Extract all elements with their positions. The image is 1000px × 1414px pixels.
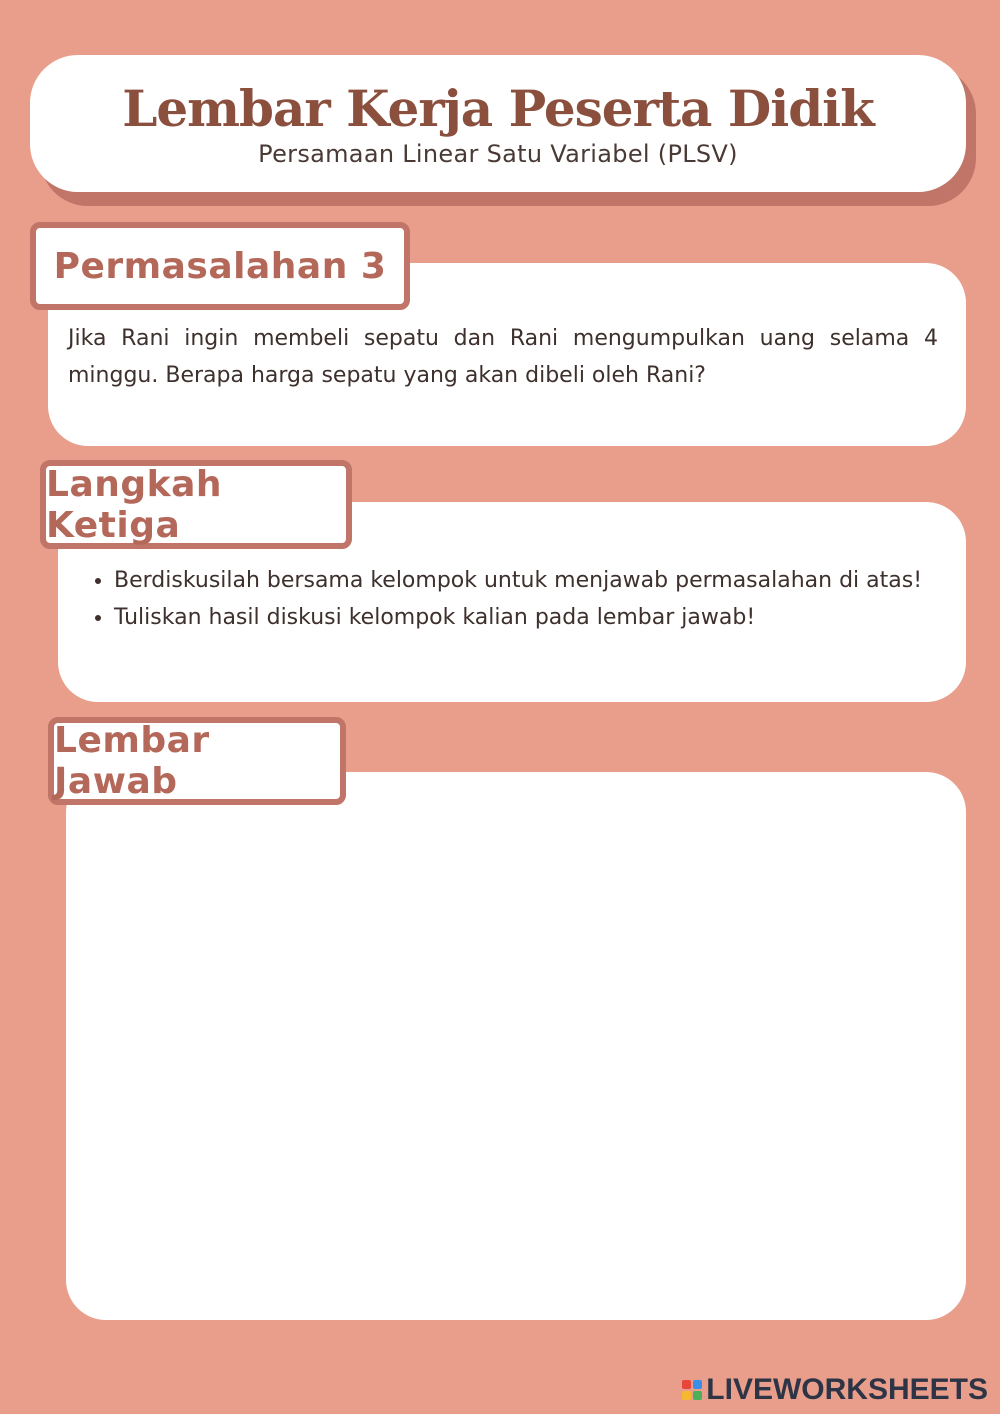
logo-square-icon [682,1391,691,1400]
step-tab-label: Langkah Ketiga [40,460,352,549]
step-list [90,563,962,637]
answer-area[interactable] [66,772,966,1320]
problem-text: Jika Rani ingin membeli sepatu dan Rani mengumpulkan uang selama 4 minggu. Berapa harga sepatu yang akan dibeli oleh Rani? [68,326,938,388]
logo-square-icon [682,1380,691,1389]
list-item: • Tuliskan hasil diskusi kelompok kalian pada lembar jawab! [114,600,962,636]
logo-square-icon [693,1391,702,1400]
watermark [682,1372,988,1408]
problem-tab-label: Permasalahan 3 [30,222,410,310]
page-subtitle: Persamaan Linear Satu Variabel (PLSV) [258,140,738,168]
page-title: Lembar Kerja Peserta Didik [122,79,874,138]
header-banner [30,55,966,192]
watermark-text: LIVEWORKSHEETS [706,1373,988,1406]
liveworksheets-logo-icon [682,1380,702,1400]
logo-square-icon [693,1380,702,1389]
list-item: • Berdiskusilah bersama kelompok untuk menjawab permasalahan di atas! [114,563,962,599]
answer-tab-label: Lembar Jawab [48,717,346,805]
